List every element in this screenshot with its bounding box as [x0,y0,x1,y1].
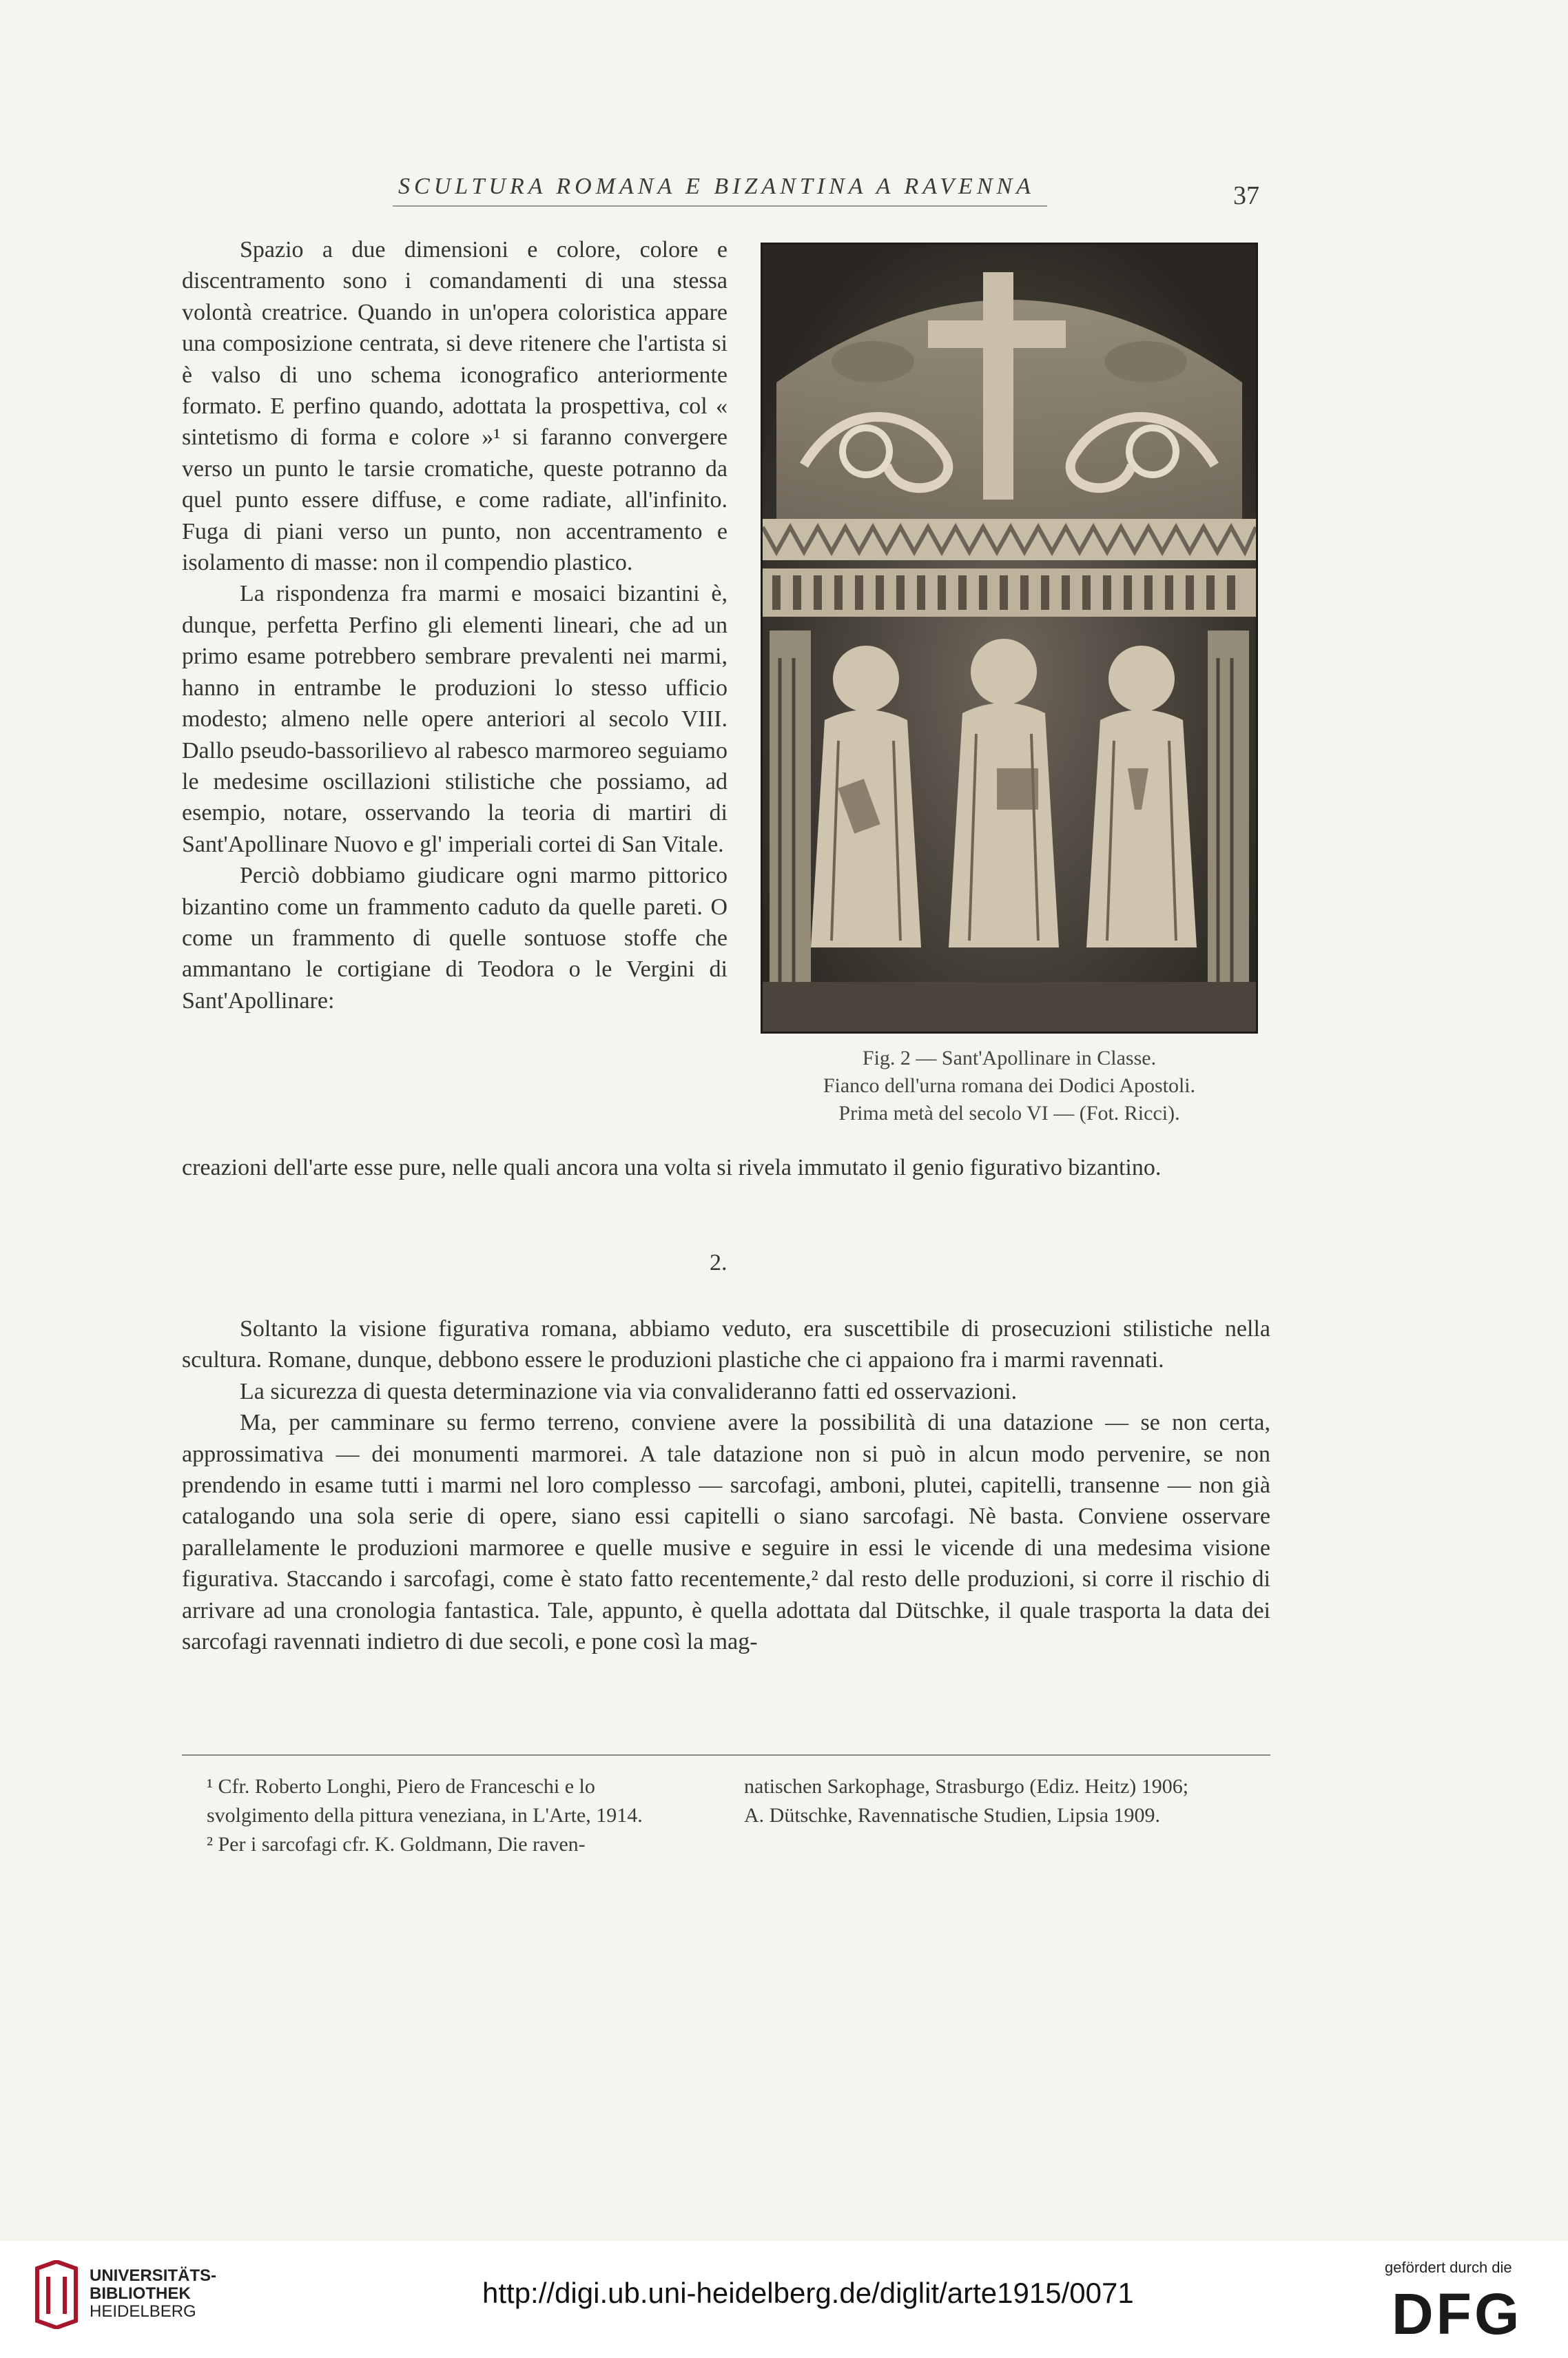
continuation-text [182,1152,1270,1183]
caption-line: Fianco dell'urna romana dei Dodici Apostoli. [823,1074,1196,1097]
paragraph: La rispondenza fra marmi e mosaici bizantini è, dunque, perfetta Perfino gli elementi lineari, che ad un primo esame potrebbero sembrare prevalenti nei marmi, hanno in entrambe le produzioni lo stesso ufficio modesto; almeno nelle opere anteriori al secolo VIII. Dallo pseudo-bassorilievo al rabesco marmoreo seguiamo le medesime oscillazioni stilistiche che possiamo, ad esempio, notare, osservando la teoria di martiri di Sant'Apollinare Nuovo e gl' imperiali cortei di San Vitale. [182,581,728,857]
caption-line: Fig. 2 — Sant'Apollinare in Classe. [862,1047,1157,1069]
library-name-line: BIBLIOTHEK [90,2284,191,2303]
library-name [90,2267,216,2321]
running-title: SCULTURA ROMANA E BIZANTINA A RAVENNA [398,174,1035,199]
caption-line: Prima metà del secolo VI — (Fot. Ricci). [838,1102,1180,1125]
relief-illustration [763,245,1256,1032]
column-text [182,234,728,1016]
footnotes-left [207,1772,716,1859]
digitization-footer [0,2241,1568,2358]
footnote-line: svolgimento della pittura veneziana, in L'Arte, 1914. [207,1804,643,1827]
funding-note: gefördert durch die [1385,2259,1512,2276]
paragraph: creazioni dell'arte esse pure, nelle quali ancora una volta si rivela immutato il genio figurativo bizantino. [182,1155,1162,1180]
footnote-line: ¹ Cfr. Roberto Longhi, Piero de Franceschi e lo [207,1775,595,1798]
figure-caption [758,1045,1261,1127]
footnotes-right [744,1772,1275,1830]
library-name-line: UNIVERSITÄTS- [90,2266,217,2285]
paragraph: La sicurezza di questa determinazione via via convalideranno fatti ed osservazioni. [240,1378,1018,1404]
dfg-logo: DFG [1392,2282,1523,2346]
library-logo-icon [33,2260,80,2329]
footnote-line: A. Dütschke, Ravennatische Studien, Lipsia 1909. [744,1804,1161,1827]
footnote-line: natischen Sarkophage, Strasburgo (Ediz. Heitz) 1906; [744,1775,1189,1798]
paragraph: Ma, per camminare su fermo terreno, conviene avere la possibilità di una datazione — se non certa, approssimativa — dei monumenti marmorei. A tale datazione non si può in alcun modo pervenire, se non prendendo in esame tutti i marmi nel loro complesso — sarcofagi, amboni, plutei, capitelli, transenne — non già catalogando una sola serie di opere, siano essi capitelli o siano sarcofagi. Nè basta. Conviene osservare parallelamente le produzioni marmoree e quelle musive e seguire in essi le vicende di una medesima visione figurativa. Staccando i sarcofagi, come è stato fatto recentemente,² dal resto delle produzioni, si corre il rischio di arrivare ad una cronologia fantastica. Tale, appunto, è quella adottata dal Dütschke, il quale trasporta la data dei sarcofagi ravennati indietro di due secoli, e pone così la mag- [182,1410,1270,1655]
footnote-line: ² Per i sarcofagi cfr. K. Goldmann, Die raven- [207,1833,586,1856]
page-number: 37 [1233,181,1259,210]
footnote-rule [182,1754,1270,1756]
header-rule [393,205,1047,207]
library-name-line: HEIDELBERG [90,2302,196,2321]
section-text [182,1313,1270,1657]
paragraph: Soltanto la visione figurativa romana, abbiamo veduto, era suscettibile di prosecuzioni stilistiche nella scultura. Romane, dunque, debbono essere le produzioni plastiche che ci appaiono fra i marmi ravennati. [182,1316,1270,1373]
relief-photograph [761,243,1258,1034]
paragraph: Spazio a due dimensioni e colore, colore e discentramento sono i comandamenti di una stessa volontà creatrice. Quando in un'opera coloristica appare una composizione centrata, si deve ritenere che l'artista si è valso di uno schema iconografico anteriormente formato. E perfino quando, adottata la prospettiva, col « sintetismo di forma e colore »¹ si faranno convergere verso un punto le tarsie cromatiche, queste potranno da quel punto essere diffuse, e come radiate, all'infinito. Fuga di piani verso un punto, non accentramento e isolamento di masse: non il compendio plastico. [182,237,728,576]
paragraph: Perciò dobbiamo giudicare ogni marmo pittorico bizantino come un frammento caduto da quelle pareti. O come un frammento di quelle sontuose stoffe che ammantano le cortigiane di Teodora o le Vergini di Sant'Apollinare: [182,863,728,1014]
permalink[interactable]: http://digi.ub.uni-heidelberg.de/diglit/arte1915/0071 [482,2277,1134,2309]
section-number: 2. [710,1250,728,1275]
